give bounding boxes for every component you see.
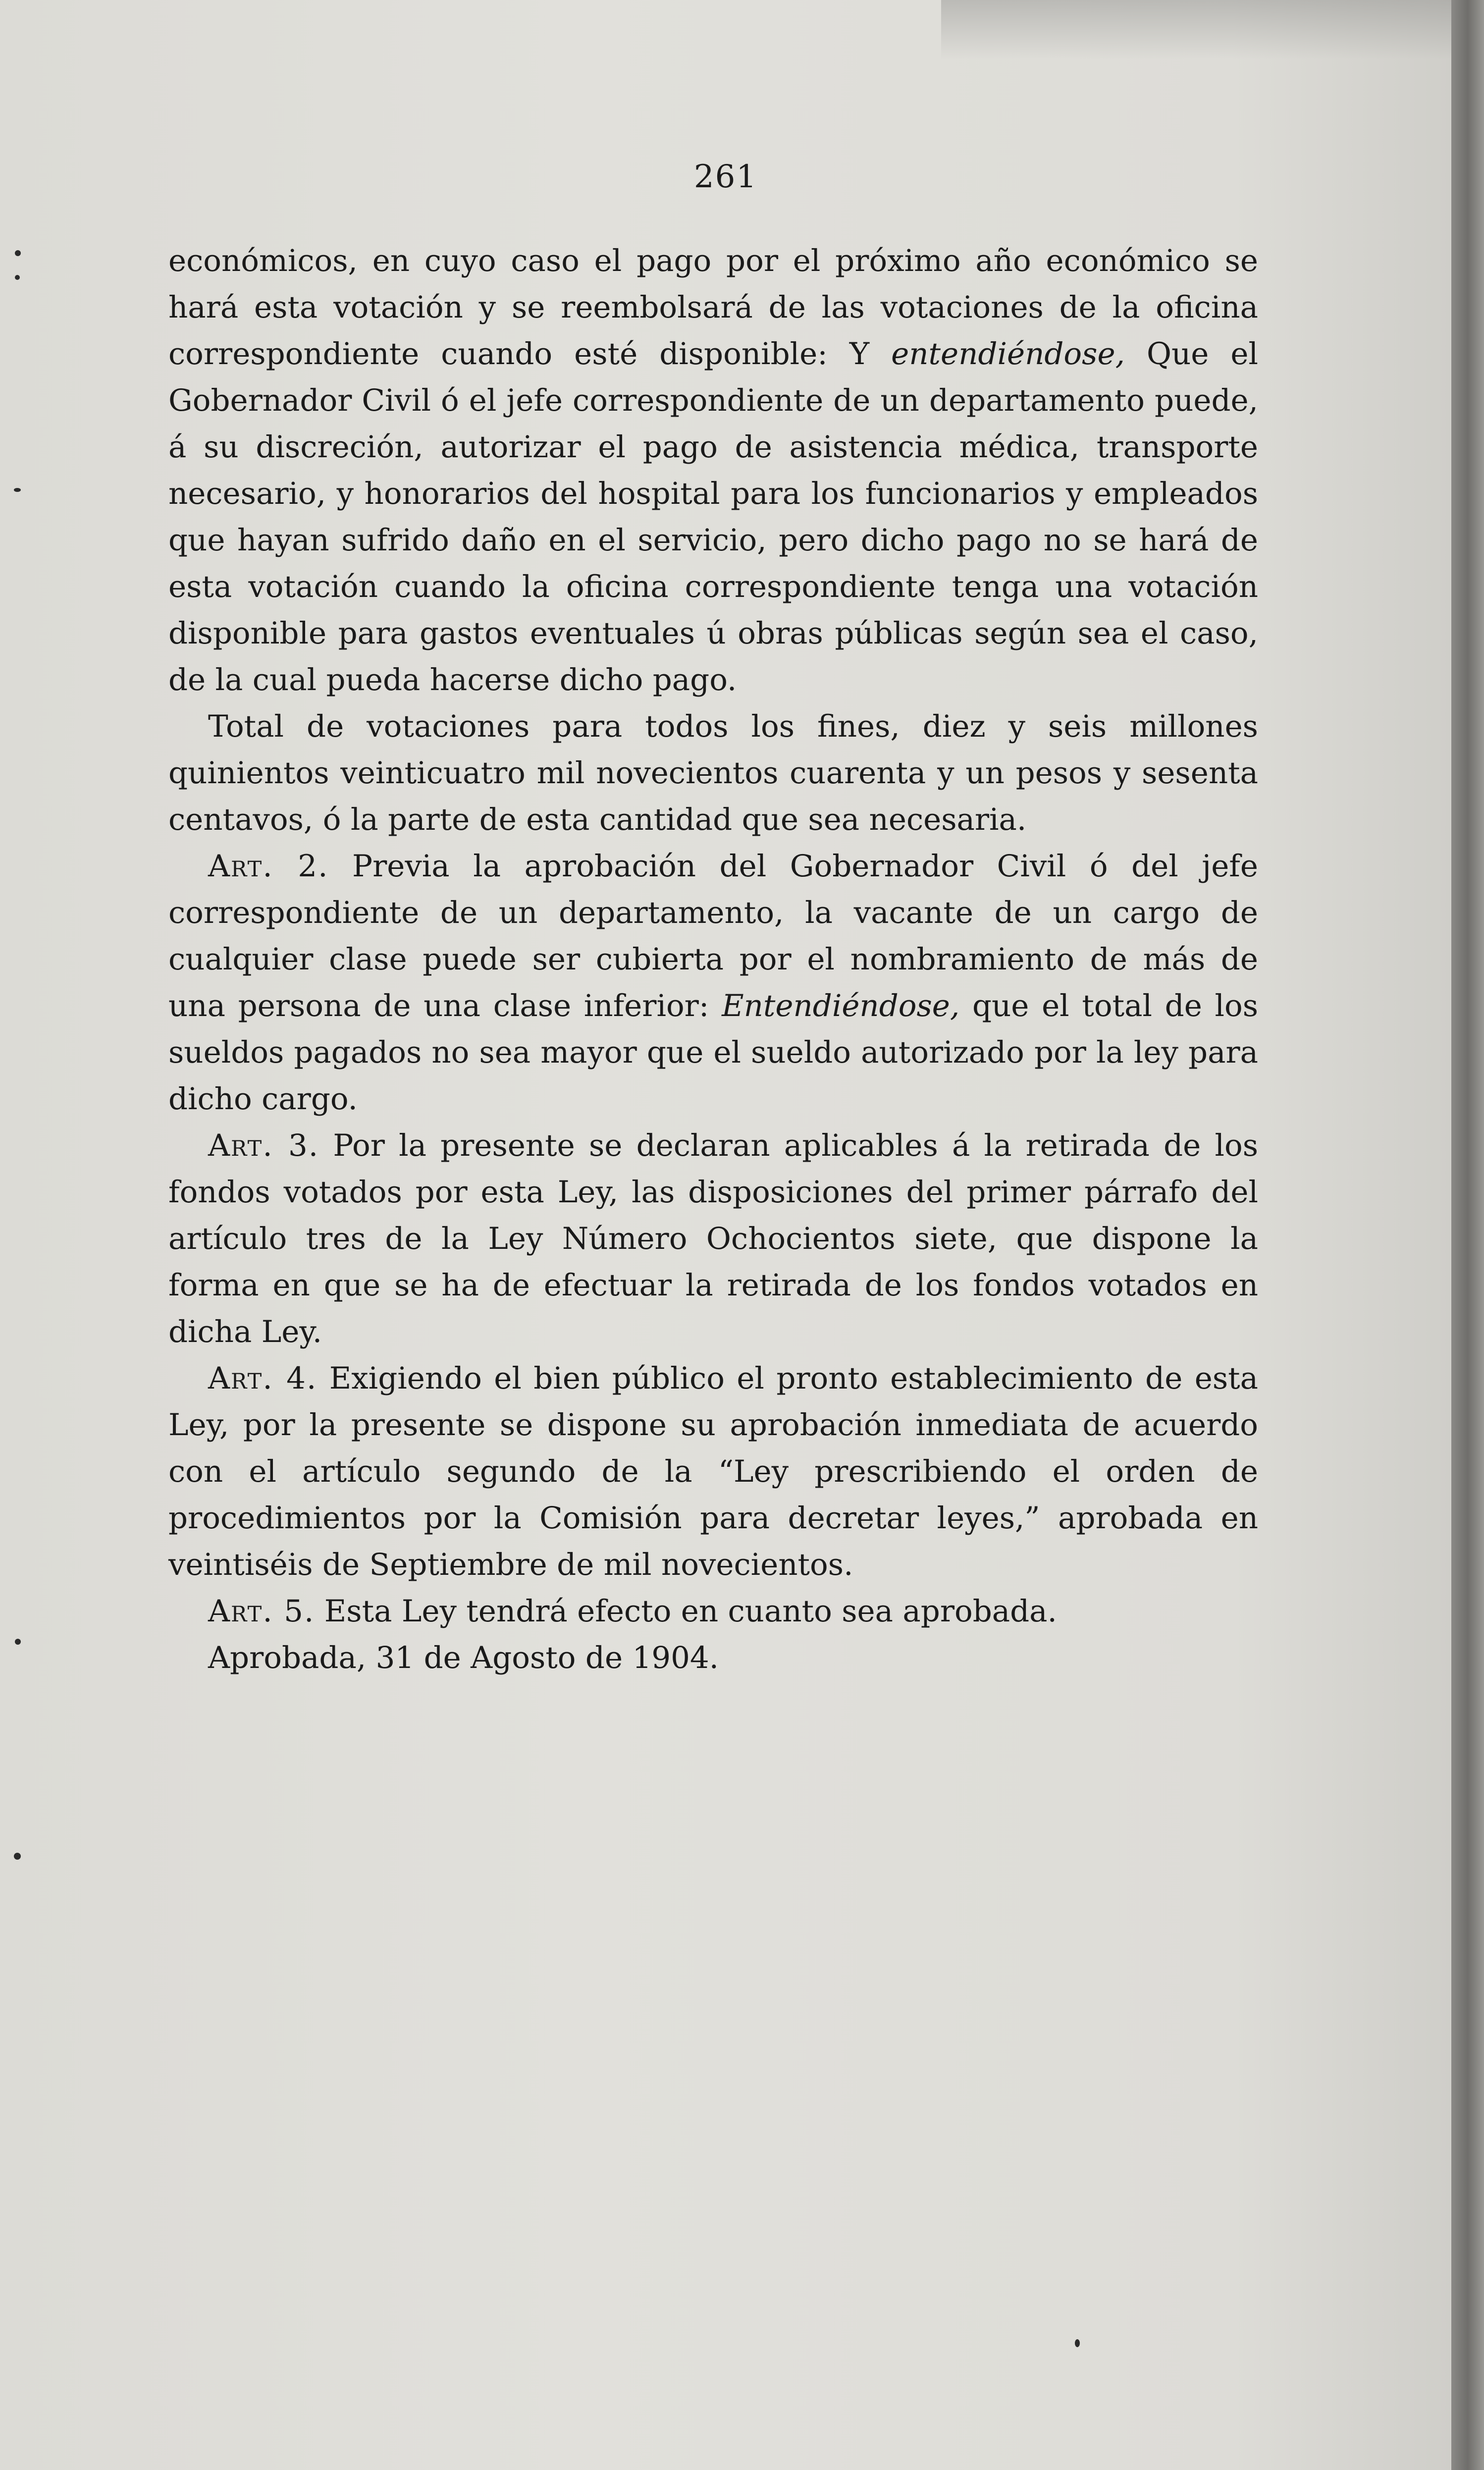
page-number: 261 (693, 159, 758, 195)
scan-speck (15, 1639, 21, 1645)
scan-speck (1075, 2339, 1080, 2347)
paragraph-total: Total de votaciones para todos los fines, diez y seis millones quinientos veinticuatro mil novecientos cuarenta y un pesos y sesenta centavos, ó la parte de esta cantidad que sea necesaria. (168, 709, 1258, 837)
article-label: Art. 3. (208, 1128, 319, 1163)
paragraph-continuation: económicos, en cuyo caso el pago por el próximo año económico se hará esta votación y se reembolsará de las votaciones de la oficina correspondiente cuando esté disponible: Y entendiéndose, Que el Gobernador Civil ó el jefe correspondiente de un departamento puede, á su discreción, autorizar el pago de asistencia médica, transporte necesario, y honorarios del hospital para los funcionarios y empleados que hayan sufrido daño en el servicio, pero dicho pago no se hará de esta votación cuando la oficina correspondiente tenga una votación disponible para gastos eventuales ú obras públicas según sea el caso, de la cual pueda hacerse dicho pago. (168, 243, 1259, 698)
article-label: Art. 5. (208, 1594, 315, 1629)
italic-term: entendiéndose, (891, 336, 1125, 372)
scan-speck (15, 250, 21, 256)
italic-term: Entendiéndose, (722, 988, 960, 1023)
article-2: Art. 2. Previa la aprobación del Gobernador Civil ó del jefe correspondiente de un departamento, la vacante de un cargo de cualquier clase puede ser cubierta por el nombramiento de más de una persona de una clase inferior: Entendiéndose, que el total de los sueldos pagados no sea mayor que el sueldo autorizado por la ley para dicho cargo. (168, 849, 1258, 1117)
scan-speck (14, 488, 21, 492)
scan-shadow (941, 0, 1451, 59)
body-text (168, 238, 1258, 1681)
page-edge (1451, 0, 1484, 2470)
scan-speck (15, 275, 20, 280)
article-label: Art. 4. (208, 1361, 318, 1396)
scan-speck (14, 1853, 21, 1860)
approval-date: Aprobada, 31 de Agosto de 1904. (208, 1640, 719, 1675)
article-4: Art. 4. Exigiendo el bien público el pronto establecimiento de esta Ley, por la presente se dispone su aprobación inmediata de acuerdo con el artículo segundo de la “Ley prescribiendo el orden de procedimientos por la Comisión para decretar leyes,” aprobada en veintiséis de Septiembre de mil novecientos. (168, 1361, 1258, 1582)
article-label: Art. 2. (208, 849, 329, 884)
article-3: Art. 3. Por la presente se declaran aplicables á la retirada de los fondos votados por esta Ley, las disposiciones del primer párrafo del artículo tres de la Ley Número Ochocientos siete, que dispone la forma en que se ha de efectuar la retirada de los fondos votados en dicha Ley. (168, 1128, 1258, 1349)
article-5: Art. 5. Esta Ley tendrá efecto en cuanto sea aprobada. (208, 1594, 1057, 1629)
